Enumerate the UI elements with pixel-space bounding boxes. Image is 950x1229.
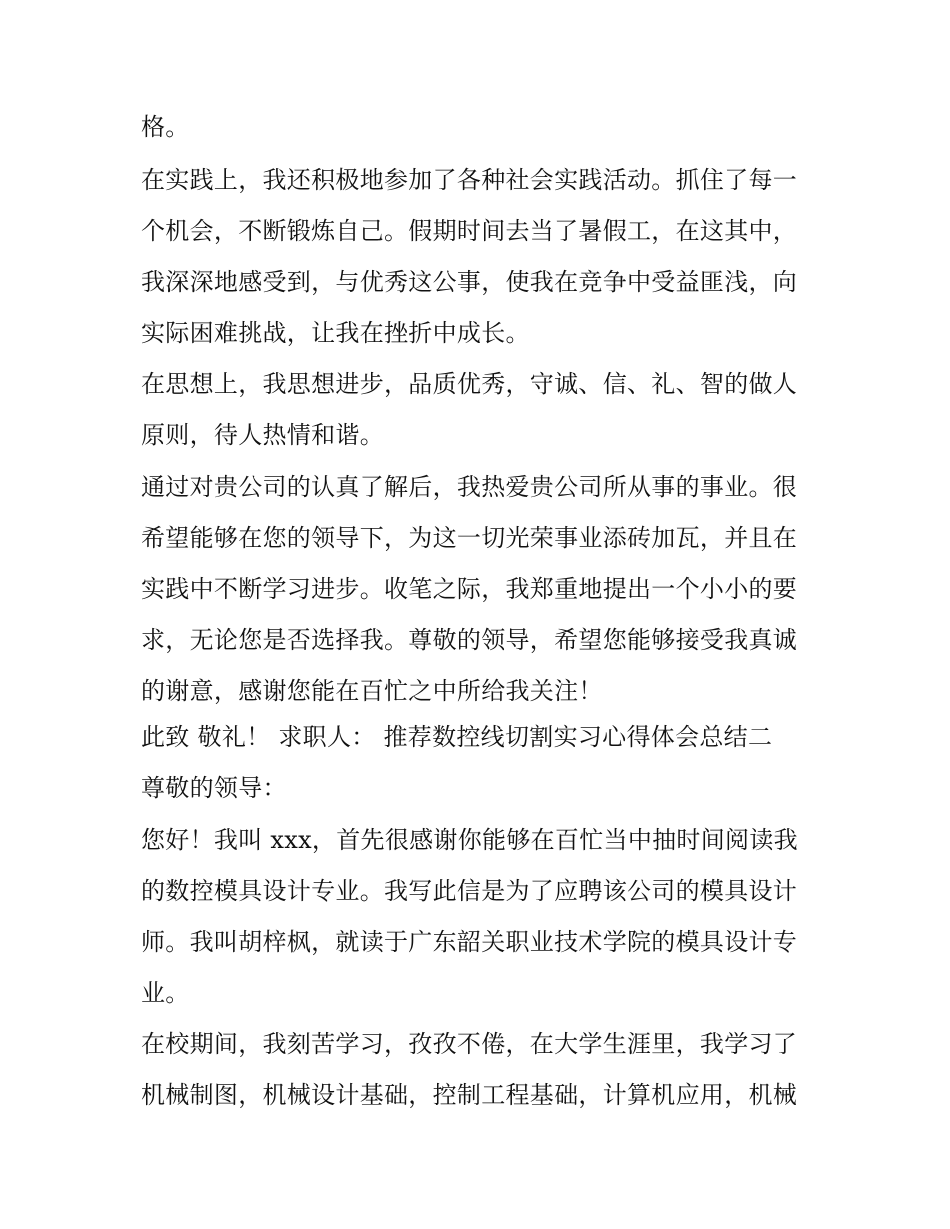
text-line: 原则，待人热情和谐。 bbox=[141, 421, 384, 449]
text-line: 通过对贵公司的认真了解后，我热爱贵公司所从事的事业。很 bbox=[141, 473, 798, 501]
text-line: 的数控模具设计专业。我写此信是为了应聘该公司的模具设计 bbox=[141, 877, 798, 905]
text-line: 我深深地感受到，与优秀这公事，使我在竞争中受益匪浅，向 bbox=[141, 268, 798, 296]
text-line: 的谢意，感谢您能在百忙之中所给我关注！ bbox=[141, 677, 603, 705]
text-line: 希望能够在您的领导下，为这一切光荣事业添砖加瓦，并且在 bbox=[141, 524, 798, 552]
text-line: 机械制图，机械设计基础，控制工程基础，计算机应用，机械 bbox=[141, 1081, 798, 1109]
text-line: 个机会，不断锻炼自己。假期时间去当了暑假工，在这其中， bbox=[141, 217, 798, 245]
text-line: 您好！我叫 xxx，首先很感谢你能够在百忙当中抽时间阅读我 bbox=[141, 826, 798, 854]
text-line: 实践中不断学习进步。收笔之际，我郑重地提出一个小小的要 bbox=[141, 575, 798, 603]
text-line: 在思想上，我思想进步，品质优秀，守诚、信、礼、智的做人 bbox=[141, 370, 798, 398]
text-line: 师。我叫胡梓枫，就读于广东韶关职业技术学院的模具设计专 bbox=[141, 928, 798, 956]
text-line: 在实践上，我还积极地参加了各种社会实践活动。抓住了每一 bbox=[141, 166, 798, 194]
text-line: 尊敬的领导： bbox=[141, 774, 287, 802]
text-line: 业。 bbox=[141, 979, 190, 1007]
text-line: 此致 敬礼！ 求职人： 推荐数控线切割实习心得体会总结二 bbox=[141, 723, 773, 751]
text-line: 格。 bbox=[141, 113, 190, 141]
text-line: 求，无论您是否选择我。尊敬的领导，希望您能够接受我真诚 bbox=[141, 626, 798, 654]
text-line: 实际困难挑战，让我在挫折中成长。 bbox=[141, 319, 530, 347]
text-line: 在校期间，我刻苦学习，孜孜不倦，在大学生涯里，我学习了 bbox=[141, 1030, 798, 1058]
